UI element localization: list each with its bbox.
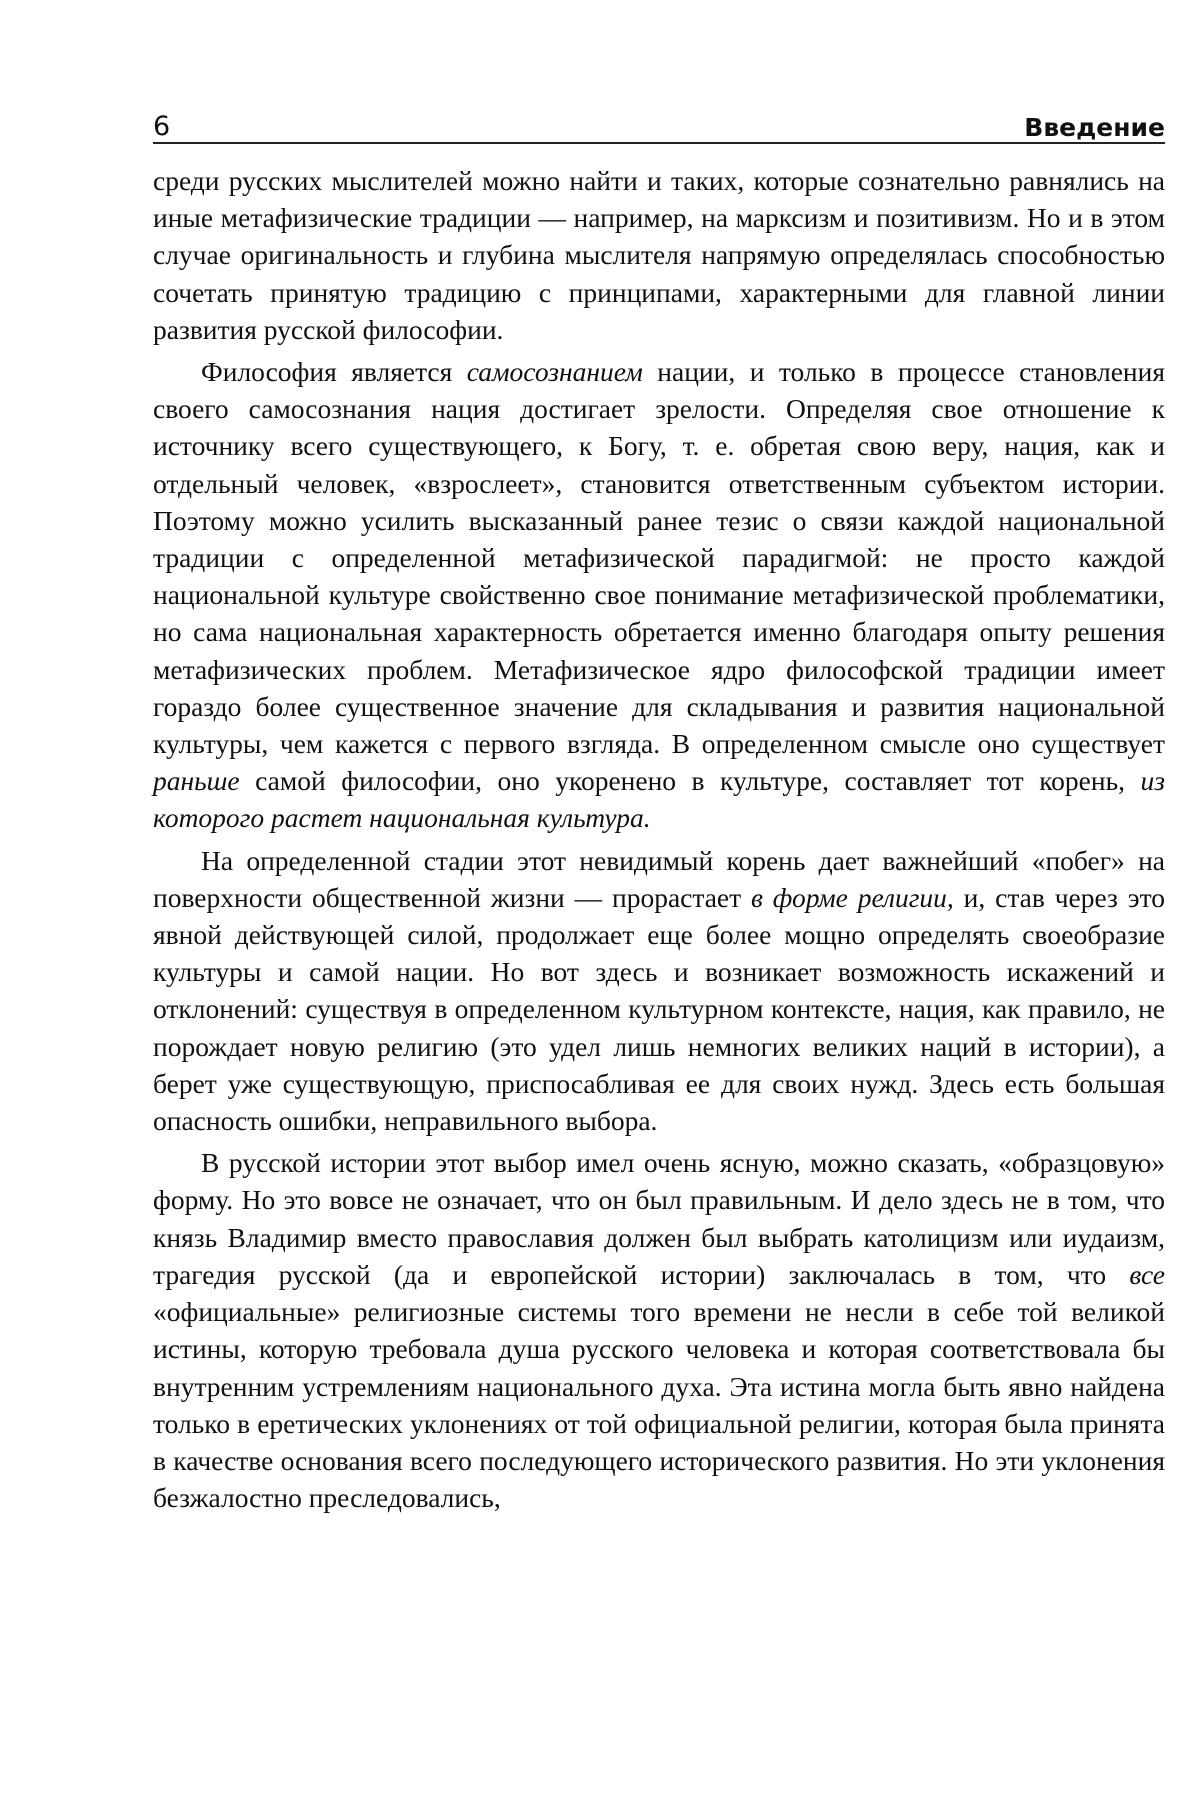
text-run: На определенной стадии этот невидимый корень дает важнейший «побег» на поверхности общественной жизни — прорастает bbox=[153, 844, 1165, 913]
page-number: 6 bbox=[153, 111, 171, 142]
text-run: «официальные» религиозные системы того времени не несли в себе той великой истины, которую требовала душа русского человека и которая соответствовала бы внутренним устремлениям национального духа. Эта истина могла быть явно найдена только в еретических уклонениях от той официальной религии, которая была принята в качестве основания всего последующего исторического развития. Но эти уклонения безжалостно преследовались, bbox=[153, 1296, 1165, 1514]
paragraph bbox=[153, 1144, 1165, 1516]
paragraph bbox=[153, 842, 1165, 1140]
text-run: среди русских мыслителей можно найти и таких, которые сознательно равнялись на иные метафизические традиции — например, на марксизм и позитивизм. Но и в этом случае оригинальность и глубина мыслителя напрямую определялась способностью сочетать принятую традицию с принципами, характерными для главной линии развития русской философии. bbox=[153, 165, 1165, 345]
paragraph bbox=[153, 162, 1165, 348]
text-run: самой философии, оно укоренено в культуре, составляет тот корень, bbox=[239, 765, 1141, 797]
text-run: и, став через это явной действующей силой, продолжает еще более мощно определять своеобразие культуры и самой нации. Но вот здесь и возникает возможность искажений и отклонений: существуя в определенном культурном контексте, нация, как правило, не порождает новую религию (это удел лишь немногих великих наций в истории), а берет уже существующую, приспосабливая ее для своих нужд. Здесь есть большая опасность ошибки, неправильного выбора. bbox=[153, 881, 1165, 1137]
italic-text: самосознанием bbox=[466, 356, 643, 388]
paragraph bbox=[153, 353, 1165, 837]
text-run: нации, и только в процессе становления своего самосознания нация достигает зрелости. Определяя свое отношение к источнику всего существующего, к Богу, т. е. обретая свою веру, нация, как и отдельный человек, «взрослеет», становится ответственным субъектом истории. Поэтому можно усилить высказанный ранее тезис о связи каждой национальной традиции с определенной метафизической парадигмой: не просто каждой национальной культуре свойственно свое понимание метафизической проблематики, но сама национальная характерность обретается именно благодаря опыту решения метафизических проблем. Метафизическое ядро философской традиции имеет гораздо более существенное значение для складывания и развития национальной культуры, чем кажется с первого взгляда. В определенном смысле оно существует bbox=[153, 356, 1165, 760]
book-page bbox=[153, 102, 1165, 1521]
page-header bbox=[153, 102, 1165, 144]
italic-text: раньше bbox=[153, 765, 240, 797]
italic-text: в форме религии, bbox=[751, 881, 954, 913]
running-head: Введение bbox=[1024, 113, 1165, 142]
italic-text: из которого растет национальная культура. bbox=[153, 765, 1165, 834]
italic-text: все bbox=[1129, 1258, 1165, 1290]
text-run: Философия является bbox=[201, 356, 467, 388]
text-run: В русской истории этот выбор имел очень ясную, можно сказать, «образцовую» форму. Но это вовсе не означает, что он был правильным. И дело здесь не в том, что князь Владимир вместо православия должен был выбрать католицизм или иудаизм, трагедия русской (да и европейской истории) заключалась в том, что bbox=[153, 1147, 1165, 1290]
body-text bbox=[153, 162, 1165, 1516]
